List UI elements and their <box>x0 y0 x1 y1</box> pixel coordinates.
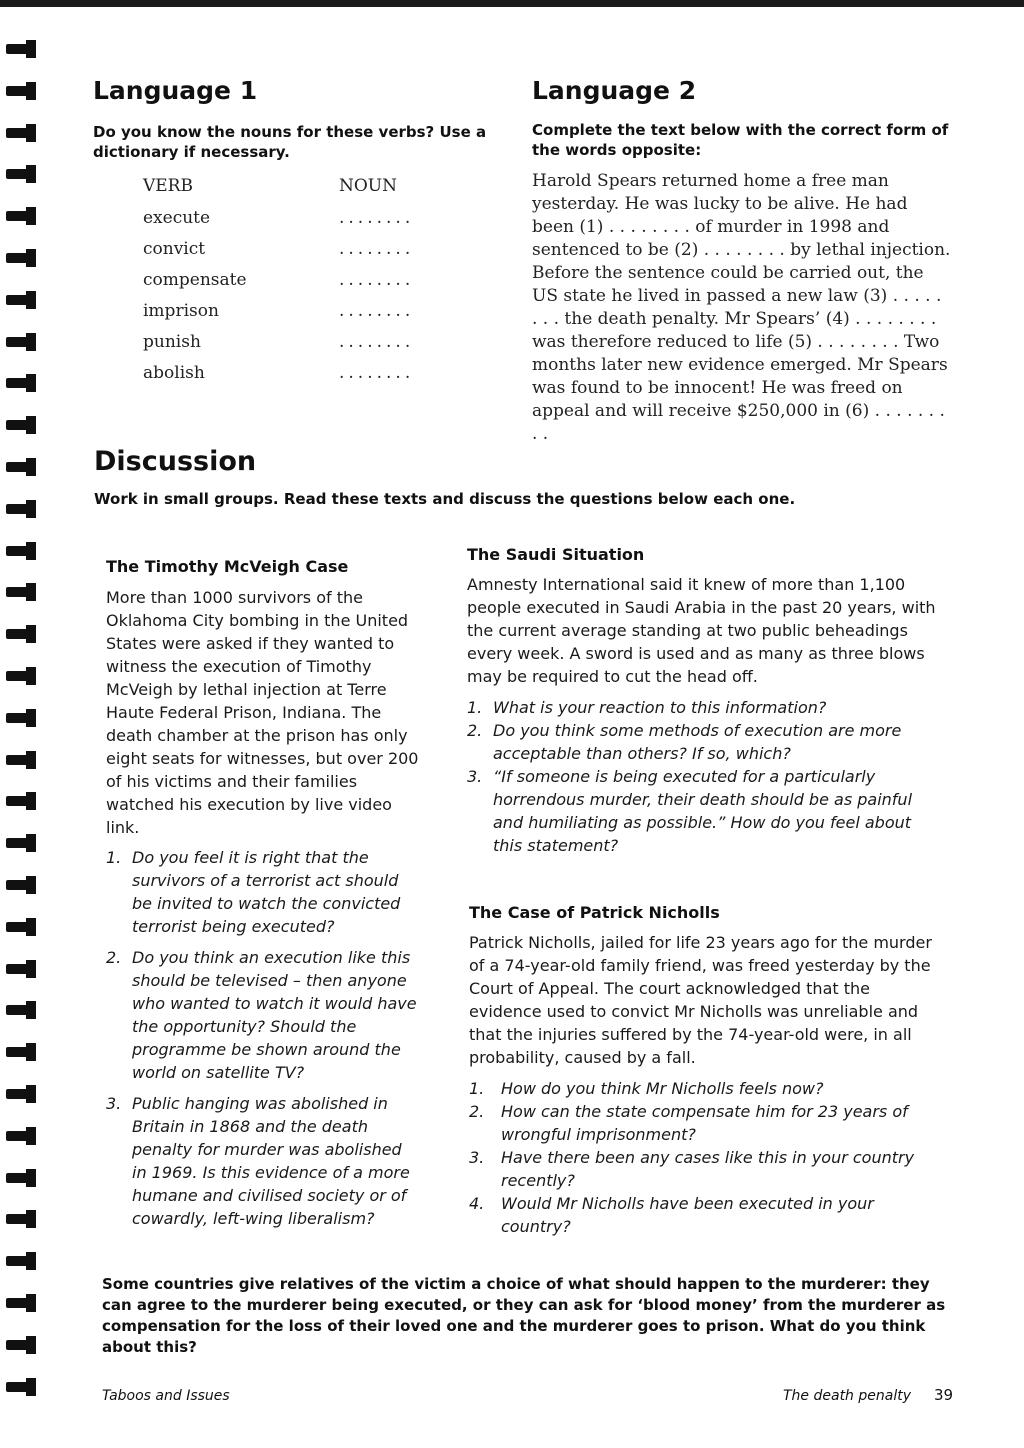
binding-ring <box>6 500 36 518</box>
verb-cell: execute <box>143 208 211 228</box>
noun-blank: ........ <box>339 301 415 321</box>
binding-ring <box>6 709 36 727</box>
binding-ring <box>6 416 36 434</box>
question-number: 1. <box>467 698 483 717</box>
binding-ring <box>6 834 36 852</box>
list-item <box>469 1146 929 1192</box>
binding-ring <box>6 82 36 100</box>
list-item <box>467 719 937 765</box>
binding-ring <box>6 1169 36 1187</box>
question-text: How do you think Mr Nicholls feels now? <box>501 1079 824 1098</box>
saudi-questions <box>467 696 937 857</box>
nicholls-title: The Case of Patrick Nicholls <box>469 903 720 922</box>
verb-cell: compensate <box>143 270 247 290</box>
question-text: “If someone is being executed for a particularly horrendous murder, their death should be as painful and humiliating as possible.” How do you feel about this statement? <box>493 767 913 855</box>
question-text: Public hanging was abolished in Britain in 1868 and the death penalty for murder was abolished in 1969. Is this evidence of a more humane and civilised society or of cowardly, left-wing liberalism? <box>132 1094 410 1228</box>
binding-ring <box>6 1043 36 1061</box>
question-text: Do you think an execution like this should be televised – then anyone who wanted to watch it would have the opportunity? Should the programme be shown around the world on satellite TV? <box>132 948 417 1082</box>
list-item <box>469 1100 929 1146</box>
question-number: 2. <box>469 1102 485 1121</box>
footer-book-title: Taboos and Issues <box>102 1388 230 1404</box>
language2-passage: Harold Spears returned home a free man yesterday. He was lucky to be alive. He had been (1) . . . . . . . . of murder in 1998 and sentenced to be (2) . . . . . . . . by lethal injection. Before the sentence could be carried out, the US state he lived in passed a new law (3) . . . . . . . . the death penalty. Mr Spears’ (4) . . . . . . . . was therefore reduced to life (5) . . . . . . . . Two months later new evidence emerged. Mr Spears was found to be innocent! He was freed on appeal and will receive $250,000 in (6) . . . . . . . . . <box>532 171 951 444</box>
noun-blank: ........ <box>339 208 415 228</box>
language1-instruction: Do you know the nouns for these verbs? Use a dictionary if necessary. <box>93 123 487 161</box>
language1-title: Language 1 <box>93 76 258 105</box>
binding-ring <box>6 1252 36 1270</box>
list-item <box>106 1092 421 1230</box>
binding-ring <box>6 291 36 309</box>
binding-ring <box>6 1210 36 1228</box>
binding-ring <box>6 207 36 225</box>
binding-ring <box>6 458 36 476</box>
binding-ring <box>6 751 36 769</box>
verb-cell: imprison <box>143 301 219 321</box>
list-item <box>106 846 421 938</box>
binding-ring <box>6 165 36 183</box>
question-number: 4. <box>469 1194 485 1213</box>
page-number: 39 <box>934 1386 954 1404</box>
list-item <box>469 1077 929 1100</box>
saudi-title: The Saudi Situation <box>467 545 645 564</box>
list-item <box>106 946 421 1084</box>
question-text: Do you think some methods of execution are more acceptable than others? If so, which? <box>493 721 902 763</box>
noun-blank: ........ <box>339 332 415 352</box>
binding-ring <box>6 625 36 643</box>
nicholls-text: Patrick Nicholls, jailed for life 23 years ago for the murder of a 74-year-old family friend, was freed yesterday by the Court of Appeal. The court acknowledged that the evidence used to convict Mr Nicholls was unreliable and that the injuries suffered by the 74-year-old were, in all probability, caused by a fall. <box>469 933 932 1067</box>
question-number: 1. <box>106 848 122 867</box>
question-number: 2. <box>106 948 122 967</box>
question-text: Would Mr Nicholls have been executed in your country? <box>501 1194 874 1236</box>
discussion-instruction: Work in small groups. Read these texts and discuss the questions below each one. <box>94 490 796 508</box>
binding-ring <box>6 124 36 142</box>
verb-cell: punish <box>143 332 201 352</box>
binding-ring <box>6 333 36 351</box>
noun-blank: ........ <box>339 239 415 259</box>
binding-ring <box>6 1378 36 1396</box>
binding-ring <box>6 542 36 560</box>
binding-ring <box>6 876 36 894</box>
spiral-binding <box>0 40 42 1440</box>
question-number: 3. <box>467 767 483 786</box>
verb-cell: convict <box>143 239 206 259</box>
question-number: 2. <box>467 721 483 740</box>
binding-ring <box>6 1294 36 1312</box>
question-text: Have there been any cases like this in your country recently? <box>501 1148 915 1190</box>
closing-question: Some countries give relatives of the victim a choice of what should happen to the murderer: they can agree to the murderer being executed, or they can ask for ‘blood money’ from the murderer as compensation for the loss of their loved one and the murderer goes to prison. What do you think about this? <box>102 1275 946 1356</box>
question-text: What is your reaction to this information? <box>493 698 827 717</box>
noun-blank: ........ <box>339 270 415 290</box>
list-item <box>467 696 937 719</box>
mcveigh-text: More than 1000 survivors of the Oklahoma City bombing in the United States were asked if they wanted to witness the execution of Timothy McVeigh by lethal injection at Terre Haute Federal Prison, Indiana. The death chamber at the prison has only eight seats for witnesses, but over 200 of his victims and their families watched his execution by live video link. <box>106 588 419 837</box>
binding-ring <box>6 249 36 267</box>
scan-top-edge <box>0 0 1024 7</box>
question-text: How can the state compensate him for 23 years of wrongful imprisonment? <box>501 1102 908 1144</box>
verb-cell: abolish <box>143 363 205 383</box>
footer-unit-title: The death penalty <box>783 1388 911 1404</box>
list-item <box>467 765 937 857</box>
language2-title: Language 2 <box>532 76 697 105</box>
binding-ring <box>6 792 36 810</box>
question-text: Do you feel it is right that the survivors of a terrorist act should be invited to watch the convicted terrorist being executed? <box>132 848 401 936</box>
binding-ring <box>6 1001 36 1019</box>
saudi-text: Amnesty International said it knew of more than 1,100 people executed in Saudi Arabia in the past 20 years, with the current average standing at two public beheadings every week. A sword is used and as many as three blows may be required to cut the head off. <box>467 575 936 686</box>
verb-header: VERB <box>143 176 193 196</box>
binding-ring <box>6 374 36 392</box>
binding-ring <box>6 583 36 601</box>
noun-blank: ........ <box>339 363 415 383</box>
binding-ring <box>6 918 36 936</box>
mcveigh-questions <box>106 846 421 1230</box>
question-number: 3. <box>106 1094 122 1113</box>
binding-ring <box>6 1085 36 1103</box>
binding-ring <box>6 40 36 58</box>
question-number: 3. <box>469 1148 485 1167</box>
language2-instruction: Complete the text below with the correct form of the words opposite: <box>532 121 949 159</box>
discussion-title: Discussion <box>94 446 257 477</box>
binding-ring <box>6 1336 36 1354</box>
mcveigh-title: The Timothy McVeigh Case <box>106 557 349 576</box>
nicholls-questions <box>469 1077 929 1238</box>
question-number: 1. <box>469 1079 485 1098</box>
list-item <box>469 1192 929 1238</box>
noun-header: NOUN <box>339 176 398 196</box>
binding-ring <box>6 667 36 685</box>
binding-ring <box>6 1127 36 1145</box>
binding-ring <box>6 960 36 978</box>
